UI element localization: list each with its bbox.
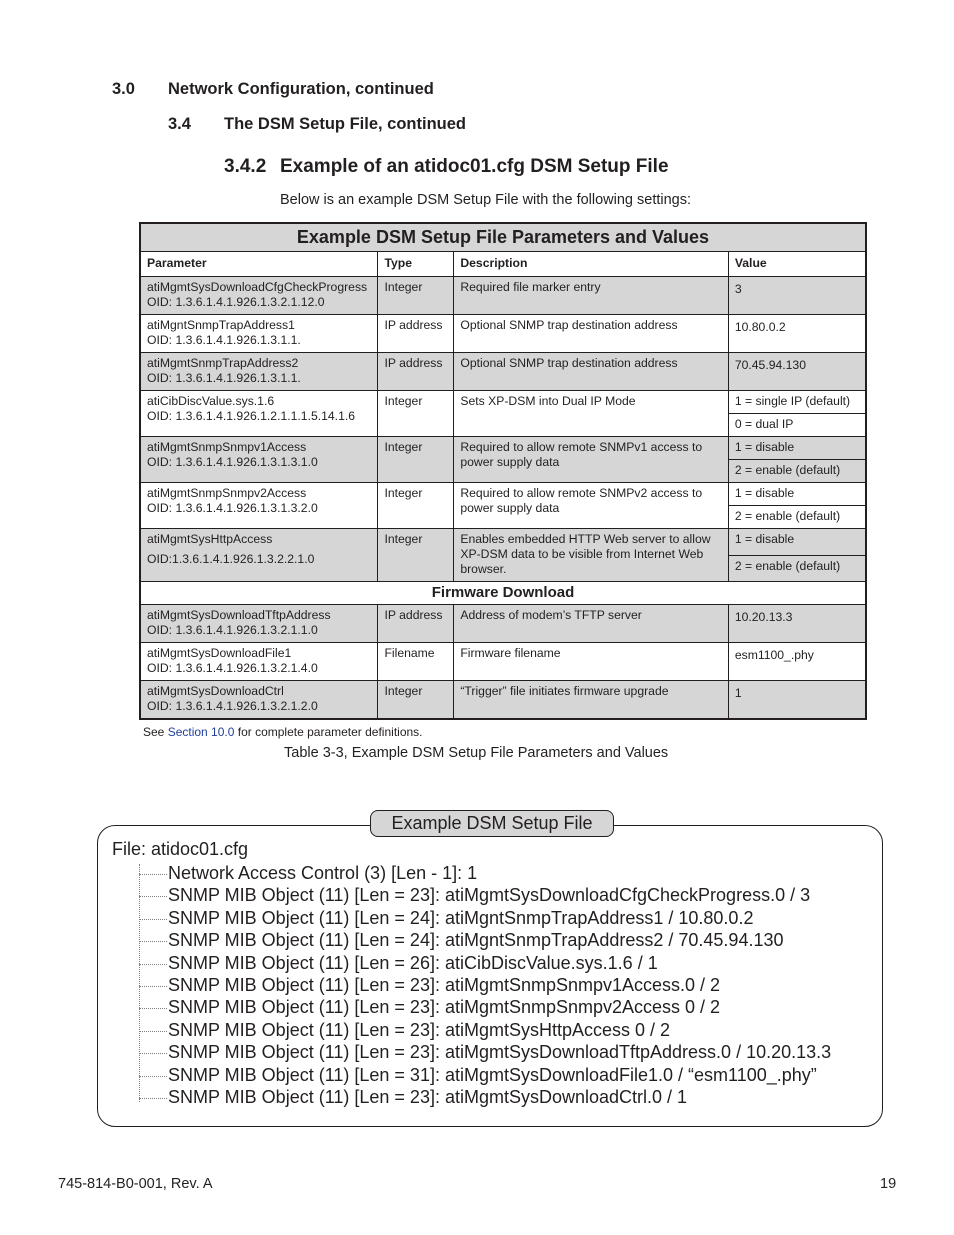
setup-file-line-text: SNMP MIB Object (11) [Len = 23]: atiMgmtSysDownloadCtrl.0 / 1 <box>168 1086 688 1107</box>
type-cell: IP address <box>378 315 454 353</box>
table-row <box>140 681 866 720</box>
parameter-cell <box>140 643 378 681</box>
setup-file-line-text: Network Access Control (3) [Len - 1]: 1 <box>168 863 478 883</box>
tree-connector <box>139 964 167 965</box>
description-cell: Address of modem’s TFTP server <box>454 605 728 643</box>
type-cell: Integer <box>378 529 454 582</box>
parameter-cell <box>140 437 378 483</box>
type-cell: Integer <box>378 483 454 529</box>
setup-file-line-text: SNMP MIB Object (11) [Len = 24]: atiMgntSnmpTrapAddress1 / 10.80.0.2 <box>168 907 754 928</box>
heading-number: 3.4.2 <box>224 156 267 177</box>
tree-connector <box>139 874 167 875</box>
description-cell: Required to allow remote SNMPv1 access to power supply data <box>454 437 728 483</box>
table-row <box>140 529 866 556</box>
value-cell: 10.80.0.2 <box>728 315 866 353</box>
value-cell: 2 = enable (default) <box>728 460 866 483</box>
value-cell: 1 = single IP (default) <box>728 391 866 414</box>
value-cell: 1 = disable <box>728 437 866 460</box>
type-cell: IP address <box>378 605 454 643</box>
heading-section-3-0 <box>112 80 434 99</box>
heading-section-3-4-2 <box>224 156 669 178</box>
setup-file-line-text: SNMP MIB Object (11) [Len = 23]: atiMgmtSnmpSnmpv2Access 0 / 2 <box>168 997 721 1018</box>
parameter-name: atiMgmtSnmpSnmpv1Access <box>147 440 307 454</box>
table-row <box>140 605 866 643</box>
type-cell: IP address <box>378 353 454 391</box>
parameter-name: atiCibDiscValue.sys.1.6 <box>147 394 275 408</box>
parameter-oid: OID: 1.3.6.1.4.1.926.1.3.1.1. <box>147 333 301 347</box>
parameter-oid: OID: 1.3.6.1.4.1.926.1.3.2.1.2.0 <box>147 699 318 713</box>
description-cell: Required file marker entry <box>454 277 728 315</box>
value-cell: 1 = disable <box>728 529 866 556</box>
parameter-oid: OID: 1.3.6.1.4.1.926.1.3.2.1.4.0 <box>147 661 318 675</box>
setup-file-line <box>139 929 869 951</box>
value-cell: 0 = dual IP <box>728 414 866 437</box>
table-row <box>140 353 866 391</box>
type-cell: Filename <box>378 643 454 681</box>
heading-text: Example of an atidoc01.cfg DSM Setup File <box>280 156 669 177</box>
setup-file-line <box>139 862 869 884</box>
heading-number: 3.4 <box>168 115 191 133</box>
parameter-cell <box>140 681 378 720</box>
setup-file-line <box>139 1086 869 1108</box>
file-name-line: File: atidoc01.cfg <box>112 839 249 859</box>
value-cell: 1 = disable <box>728 483 866 506</box>
tree-connector <box>139 1008 167 1009</box>
value-cell: 2 = enable (default) <box>728 506 866 529</box>
heading-text: Network Configuration, continued <box>168 80 434 98</box>
description-cell: Required to allow remote SNMPv2 access to power supply data <box>454 483 728 529</box>
table-row <box>140 643 866 681</box>
section-row <box>140 582 866 605</box>
table-body <box>140 277 866 720</box>
setup-file-line-text: SNMP MIB Object (11) [Len = 26]: atiCibDiscValue.sys.1.6 / 1 <box>168 952 658 973</box>
setup-file-line-text: SNMP MIB Object (11) [Len = 23]: atiMgmtSysDownloadTftpAddress.0 / 10.20.13.3 <box>168 1042 832 1063</box>
value-cell: 70.45.94.130 <box>728 353 866 391</box>
parameters-table <box>139 222 867 720</box>
table-row <box>140 391 866 414</box>
table-caption: Table 3-3, Example DSM Setup File Parameters and Values <box>284 745 669 761</box>
parameter-cell <box>140 529 378 582</box>
description-cell: “Trigger” file initiates firmware upgrade <box>454 681 728 720</box>
section-link[interactable]: Section 10.0 <box>167 725 235 739</box>
parameter-name: atiMgmtSnmpSnmpv2Access <box>147 486 307 500</box>
parameter-oid: OID: 1.3.6.1.4.1.926.1.3.2.1.1.0 <box>147 623 318 637</box>
value-cell: 1 <box>728 681 866 720</box>
setup-file-line <box>139 1064 869 1086</box>
parameter-name: atiMgmtSysDownloadTftpAddress <box>147 608 331 622</box>
section-label: Firmware Download <box>140 582 866 605</box>
parameter-cell <box>140 353 378 391</box>
tree-connector <box>139 1076 167 1077</box>
footer-page-number: 19 <box>880 1176 897 1192</box>
setup-file-line <box>139 952 869 974</box>
parameter-name: atiMgmtSysHttpAccess <box>147 532 273 546</box>
parameter-cell <box>140 315 378 353</box>
footnote-prefix: See <box>143 725 168 739</box>
parameter-name: atiMgmtSysDownloadFile1 <box>147 646 292 660</box>
type-cell: Integer <box>378 277 454 315</box>
setup-file-line-text: SNMP MIB Object (11) [Len = 24]: atiMgntSnmpTrapAddress2 / 70.45.94.130 <box>168 930 784 951</box>
intro-paragraph: Below is an example DSM Setup File with the following settings: <box>280 192 692 208</box>
tree-connector <box>139 919 167 920</box>
setup-file-line-text: SNMP MIB Object (11) [Len = 23]: atiMgmtSysDownloadCfgCheckProgress.0 / 3 <box>168 885 811 906</box>
parameter-oid: OID: 1.3.6.1.4.1.926.1.3.1.3.1.0 <box>147 455 318 469</box>
heading-section-3-4 <box>168 115 466 134</box>
description-cell: Optional SNMP trap destination address <box>454 353 728 391</box>
tree-connector <box>139 1098 167 1099</box>
table-title: Example DSM Setup File Parameters and Values <box>140 223 866 252</box>
column-header-parameter: Parameter <box>140 252 378 277</box>
setup-file-line-text: SNMP MIB Object (11) [Len = 23]: atiMgmtSnmpSnmpv1Access.0 / 2 <box>168 974 721 995</box>
setup-file-line <box>139 907 869 929</box>
setup-file-line-text: SNMP MIB Object (11) [Len = 31]: atiMgmtSysDownloadFile1.0 / “esm1100_.phy” <box>168 1064 817 1085</box>
parameter-oid: OID: 1.3.6.1.4.1.926.1.3.1.3.2.0 <box>147 501 318 515</box>
table-footnote <box>143 725 423 739</box>
value-cell: 3 <box>728 277 866 315</box>
type-cell: Integer <box>378 437 454 483</box>
parameter-cell <box>140 391 378 437</box>
value-cell: esm1100_.phy <box>728 643 866 681</box>
tree-connector <box>139 941 167 942</box>
table-row <box>140 437 866 460</box>
setup-file-line <box>139 1041 869 1063</box>
tree-connector <box>139 1031 167 1032</box>
parameter-name: atiMgntSnmpTrapAddress1 <box>147 318 295 332</box>
column-header-value: Value <box>728 252 866 277</box>
column-header-type: Type <box>378 252 454 277</box>
parameter-oid: OID:1.3.6.1.4.1.926.1.3.2.2.1.0 <box>147 552 315 566</box>
parameter-oid: OID: 1.3.6.1.4.1.926.1.3.2.1.12.0 <box>147 295 325 309</box>
description-cell: Sets XP-DSM into Dual IP Mode <box>454 391 728 437</box>
setup-file-line <box>139 1019 869 1041</box>
table-row <box>140 277 866 315</box>
heading-number: 3.0 <box>112 80 135 98</box>
parameter-cell <box>140 605 378 643</box>
description-cell: Optional SNMP trap destination address <box>454 315 728 353</box>
parameter-name: atiMgmtSysDownloadCtrl <box>147 684 284 698</box>
setup-file-line-text: SNMP MIB Object (11) [Len = 23]: atiMgmtSysHttpAccess 0 / 2 <box>168 1019 671 1040</box>
parameter-cell <box>140 483 378 529</box>
value-cell: 2 = enable (default) <box>728 555 866 582</box>
table-row <box>140 315 866 353</box>
parameter-oid: OID: 1.3.6.1.4.1.926.1.3.1.1. <box>147 371 301 385</box>
setup-file-line <box>139 996 869 1018</box>
parameter-oid: OID: 1.3.6.1.4.1.926.1.2.1.1.1.5.14.1.6 <box>147 409 356 423</box>
table-row <box>140 483 866 506</box>
tree-connector <box>139 986 167 987</box>
parameter-name: atiMgmtSysDownloadCfgCheckProgress <box>147 280 368 294</box>
setup-file-box-title: Example DSM Setup File <box>370 810 614 837</box>
setup-file-tree <box>139 862 869 1108</box>
type-cell: Integer <box>378 391 454 437</box>
parameter-name: atiMgmtSnmpTrapAddress2 <box>147 356 299 370</box>
setup-file-line <box>139 974 869 996</box>
column-header-description: Description <box>454 252 728 277</box>
tree-connector <box>139 896 167 897</box>
setup-file-line <box>139 884 869 906</box>
type-cell: Integer <box>378 681 454 720</box>
footer-document-id: 745-814-B0-001, Rev. A <box>58 1176 213 1192</box>
description-cell: Enables embedded HTTP Web server to allow XP-DSM data to be visible from Internet Web browser. <box>454 529 728 582</box>
tree-connector <box>139 1053 167 1054</box>
footnote-suffix: for complete parameter definitions. <box>234 725 423 739</box>
heading-text: The DSM Setup File, continued <box>224 115 467 133</box>
parameter-cell <box>140 277 378 315</box>
value-cell: 10.20.13.3 <box>728 605 866 643</box>
description-cell: Firmware filename <box>454 643 728 681</box>
